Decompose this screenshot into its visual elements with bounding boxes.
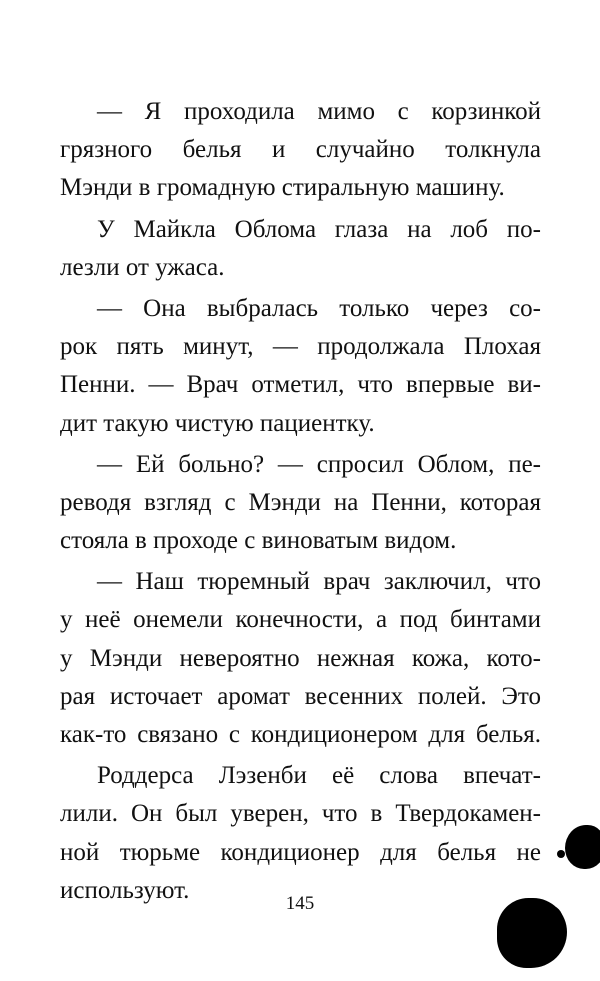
text-line: — Наш тюремный врач заключил, что xyxy=(97,568,541,596)
text-line: — Я проходила мимо с корзинкой xyxy=(97,98,541,125)
paragraph xyxy=(60,93,541,208)
text-line: — Ей больно? — спросил Облом, пе- xyxy=(97,450,541,478)
text-line: рок пять минут, — продолжала Плохая xyxy=(60,333,541,361)
text-line: грязного белья и случайно толкнула xyxy=(60,136,541,164)
text-line: Роддерса Лэзенби её слова впечат- xyxy=(97,762,541,790)
text-line: Пенни. — Врач отметил, что впервые ви- xyxy=(60,371,541,399)
paragraph xyxy=(60,563,541,754)
text-line: У Майкла Облома глаза на лоб по- xyxy=(97,215,541,243)
paragraph xyxy=(60,446,541,561)
text-line: Мэнди в громадную стиральную машину. xyxy=(60,174,505,202)
paragraph xyxy=(60,290,541,443)
text-line: стояла в проходе с виноватым видом. xyxy=(60,527,457,555)
text-line: дит такую чистую пациентку. xyxy=(60,409,375,437)
text-line: реводя взгляд с Мэнди на Пенни, которая xyxy=(60,488,541,516)
paragraph xyxy=(60,757,541,910)
text-line: лили. Он был уверен, что в Твердокамен- xyxy=(60,800,541,828)
text-line: — Она выбралась только через со- xyxy=(97,294,541,322)
ink-blot-small xyxy=(565,825,600,869)
ink-blot-lobe xyxy=(535,905,563,935)
text-line: ной тюрьме кондиционер для белья не xyxy=(60,838,541,866)
text-line: у Мэнди невероятно нежная кожа, кото- xyxy=(60,644,541,672)
body-text xyxy=(60,93,541,913)
text-line: рая источает аромат весенних полей. Это xyxy=(60,682,541,710)
text-line: используют. xyxy=(60,876,190,904)
page-number: 145 xyxy=(285,893,315,914)
ink-dot xyxy=(557,850,565,858)
text-line: лезли от ужаса. xyxy=(60,253,225,281)
text-line: у неё онемели конечности, а под бинтами xyxy=(60,606,541,634)
text-line: как-то связано с кондиционером для белья. xyxy=(60,721,541,748)
paragraph xyxy=(60,211,541,287)
